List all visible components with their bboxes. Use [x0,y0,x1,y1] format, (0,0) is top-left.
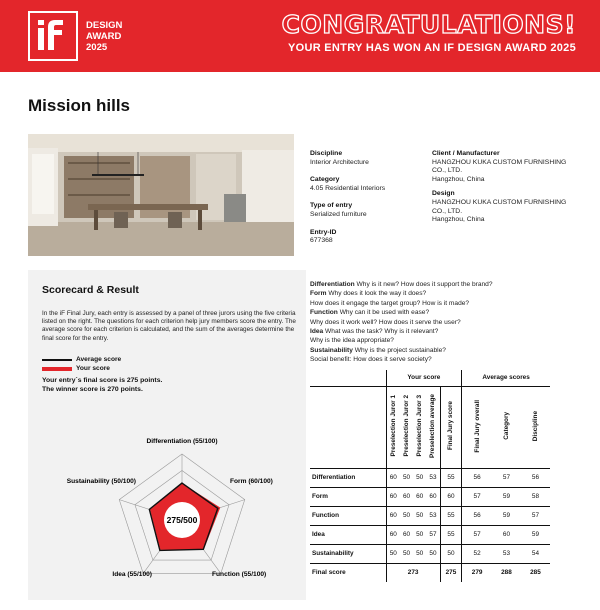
score-table [310,370,550,582]
if-design-award-logo [28,11,122,61]
row-label: Differentiation [310,468,386,487]
table-cell: 60 [413,487,426,506]
table-cell: 50 [440,544,462,563]
table-cell: 58 [521,487,550,506]
column-header [386,386,400,468]
table-cell: 55 [440,506,462,525]
design-city: Hangzhou, China [432,216,485,224]
row-label: Idea [310,525,386,544]
final-overall-total: 279 [471,569,483,577]
legend-your-swatch [42,367,72,371]
scorecard-panel [28,270,306,600]
criteria-sustainability [310,346,580,355]
table-row [310,487,550,506]
category-value: 4.05 Residential Interiors [310,184,386,192]
legend-your-label: Your score [76,365,110,372]
logo-text [86,20,122,53]
criteria-sustainability-q: Why is the project sustainable? [354,346,446,354]
table-corner [310,370,386,386]
final-preselection-total: 273 [386,563,440,582]
legend-average-swatch [42,359,72,361]
logo-line-2: AWARD [86,30,122,42]
criteria-idea-label: Idea [310,328,324,336]
table-cell: 60 [400,487,413,506]
table-cell: 50 [400,468,413,487]
table-cell: 60 [386,506,400,525]
radar-label-form: Form (60/100) [230,478,273,485]
criteria-differentiation-q: Why is it new? How does it support the brand? [356,281,493,288]
table-cell: 53 [492,544,521,563]
column-final-jury-overall: Final Jury overall [473,399,481,453]
type-label: Type of entry [310,202,353,210]
column-header [492,386,521,468]
congratulations-title: CONGRATULATIONS! [281,10,576,39]
criteria-function-q2: Why does it work well? How does it serve the user? [310,318,461,326]
table-cell: 50 [413,544,426,563]
row-label: Form [310,487,386,506]
column-preselection-juror-1: Preselection Juror 1 [389,395,397,457]
table-row [310,525,550,544]
radar-chart [28,430,306,595]
column-header [440,386,462,468]
final-score-label: Final score [312,569,346,577]
radar-label-differentiation: Differentiation (55/100) [146,438,218,445]
client-city: Hangzhou, China [432,175,485,183]
column-header-blank [310,386,386,468]
criteria-questions [310,280,580,365]
group-average-scores: Average scores [462,370,550,386]
table-cell: 60 [386,468,400,487]
table-cell: 50 [400,544,413,563]
final-jury-total: 275 [440,563,462,582]
type-value: Serialized furniture [310,210,367,218]
entry-meta-left [310,150,420,246]
table-cell: 50 [400,506,413,525]
criteria-function [310,308,580,317]
table-cell: 57 [492,468,521,487]
table-row [310,468,550,487]
radar-center-label: 275/500 [166,515,198,525]
column-preselection-juror-3: Preselection Juror 3 [416,395,424,457]
column-preselection-juror-2: Preselection Juror 2 [403,395,411,457]
header-banner [0,0,600,72]
column-header [413,386,426,468]
column-header [521,386,550,468]
logo-line-3: 2025 [86,41,108,53]
discipline-label: Discipline [310,150,343,157]
final-discipline-total: 285 [530,569,541,577]
client-name-1: HANGZHOU KUKA CUSTOM FURNISHING [432,158,567,166]
table-cell: 56 [521,468,550,487]
table-cell: 55 [440,525,462,544]
final-score-summary [42,376,162,394]
table-cell: 50 [413,525,426,544]
congratulations-block [282,10,576,54]
if-logo-icon [28,11,78,61]
table-cell: 50 [413,468,426,487]
table-cell: 60 [386,525,400,544]
radar-label-sustainability: Sustainability (50/100) [66,478,136,485]
table-cell: 53 [426,506,440,525]
criteria-sustainability-label: Sustainability [310,346,353,354]
design-name-2: CO., LTD. [432,207,463,215]
final-category-total: 288 [501,569,512,577]
column-category: Category [502,412,510,440]
column-final-jury-score: Final Jury score [447,401,455,451]
legend-your [42,364,121,373]
criteria-form-q2: How does it engage the target group? How is it made? [310,299,470,307]
legend-average-label: Average score [76,356,122,363]
table-cell: 60 [492,525,521,544]
entry-title: Mission hills [28,96,131,115]
table-cell: 59 [492,506,521,525]
category-label: Category [310,176,340,184]
table-cell: 53 [426,468,440,487]
column-discipline: Discipline [531,410,539,442]
table-cell: 59 [492,487,521,506]
row-label: Sustainability [310,544,386,563]
criteria-idea-q: What was the task? Why is it relevant? [325,328,439,336]
table-cell: 56 [462,506,492,525]
table-cell: 50 [413,506,426,525]
final-score-row [310,563,550,582]
design-label: Design [432,190,455,198]
table-cell: 56 [462,468,492,487]
radar-label-idea: Idea (55/100) [112,571,152,578]
table-cell: 50 [426,544,440,563]
table-cell: 60 [400,525,413,544]
entry-photo [28,134,294,256]
table-row [310,506,550,525]
congratulations-subtitle: YOUR ENTRY HAS WON AN IF DESIGN AWARD 2025 [287,42,576,54]
legend-average [42,355,121,364]
group-your-score: Your score [386,370,462,386]
table-cell: 52 [462,544,492,563]
winner-score-text: The winner score is 270 points. [42,386,143,393]
column-header [400,386,413,468]
criteria-differentiation-label: Differentiation [310,281,355,288]
table-cell: 60 [426,487,440,506]
column-header [426,386,440,468]
criteria-form [310,289,580,298]
table-cell: 57 [462,487,492,506]
table-cell: 54 [521,544,550,563]
row-label: Function [310,506,386,525]
table-cell: 59 [521,525,550,544]
criteria-sustainability-q2: Social benefit: How does it serve society? [310,356,432,364]
scorecard-intro: In the iF Final Jury, each entry is assessed by a panel of three jurors using the five criteria listed on the right. The questions for each criterion help jury members score the entry. The average score for each criterion is calculated, and the sum of the averages determine the final score for the entry. [42,310,296,342]
radar-label-function: Function (55/100) [212,571,267,578]
scorecard-heading: Scorecard & Result [42,284,139,296]
entry-meta-right [432,150,592,225]
table-cell: 55 [440,468,462,487]
table-cell: 57 [426,525,440,544]
discipline-value: Interior Architecture [310,158,369,166]
table-cell: 50 [386,544,400,563]
final-score-text: Your entry´s final score is 275 points. [42,377,163,384]
criteria-differentiation [310,280,580,289]
client-name-2: CO., LTD. [432,167,463,175]
entry-id-value: 677368 [310,237,333,245]
table-cell: 57 [521,506,550,525]
table-cell: 57 [462,525,492,544]
criteria-form-label: Form [310,290,327,298]
criteria-idea [310,327,580,336]
column-header [462,386,492,468]
table-cell: 60 [386,487,400,506]
criteria-function-label: Function [310,309,338,317]
entry-id-label: Entry-ID [310,228,337,236]
criteria-form-q: Why does it look the way it does? [328,290,427,298]
criteria-function-q: Why can it be used with ease? [339,309,430,317]
logo-line-1: DESIGN [86,19,123,31]
table-row [310,544,550,563]
legend [42,355,121,373]
design-name-1: HANGZHOU KUKA CUSTOM FURNISHING [432,198,567,206]
criteria-idea-q2: Why is the idea appropriate? [310,337,394,345]
column-preselection-average: Preselection average [429,394,437,458]
table-cell: 60 [440,487,462,506]
client-label: Client / Manufacturer [432,150,500,157]
